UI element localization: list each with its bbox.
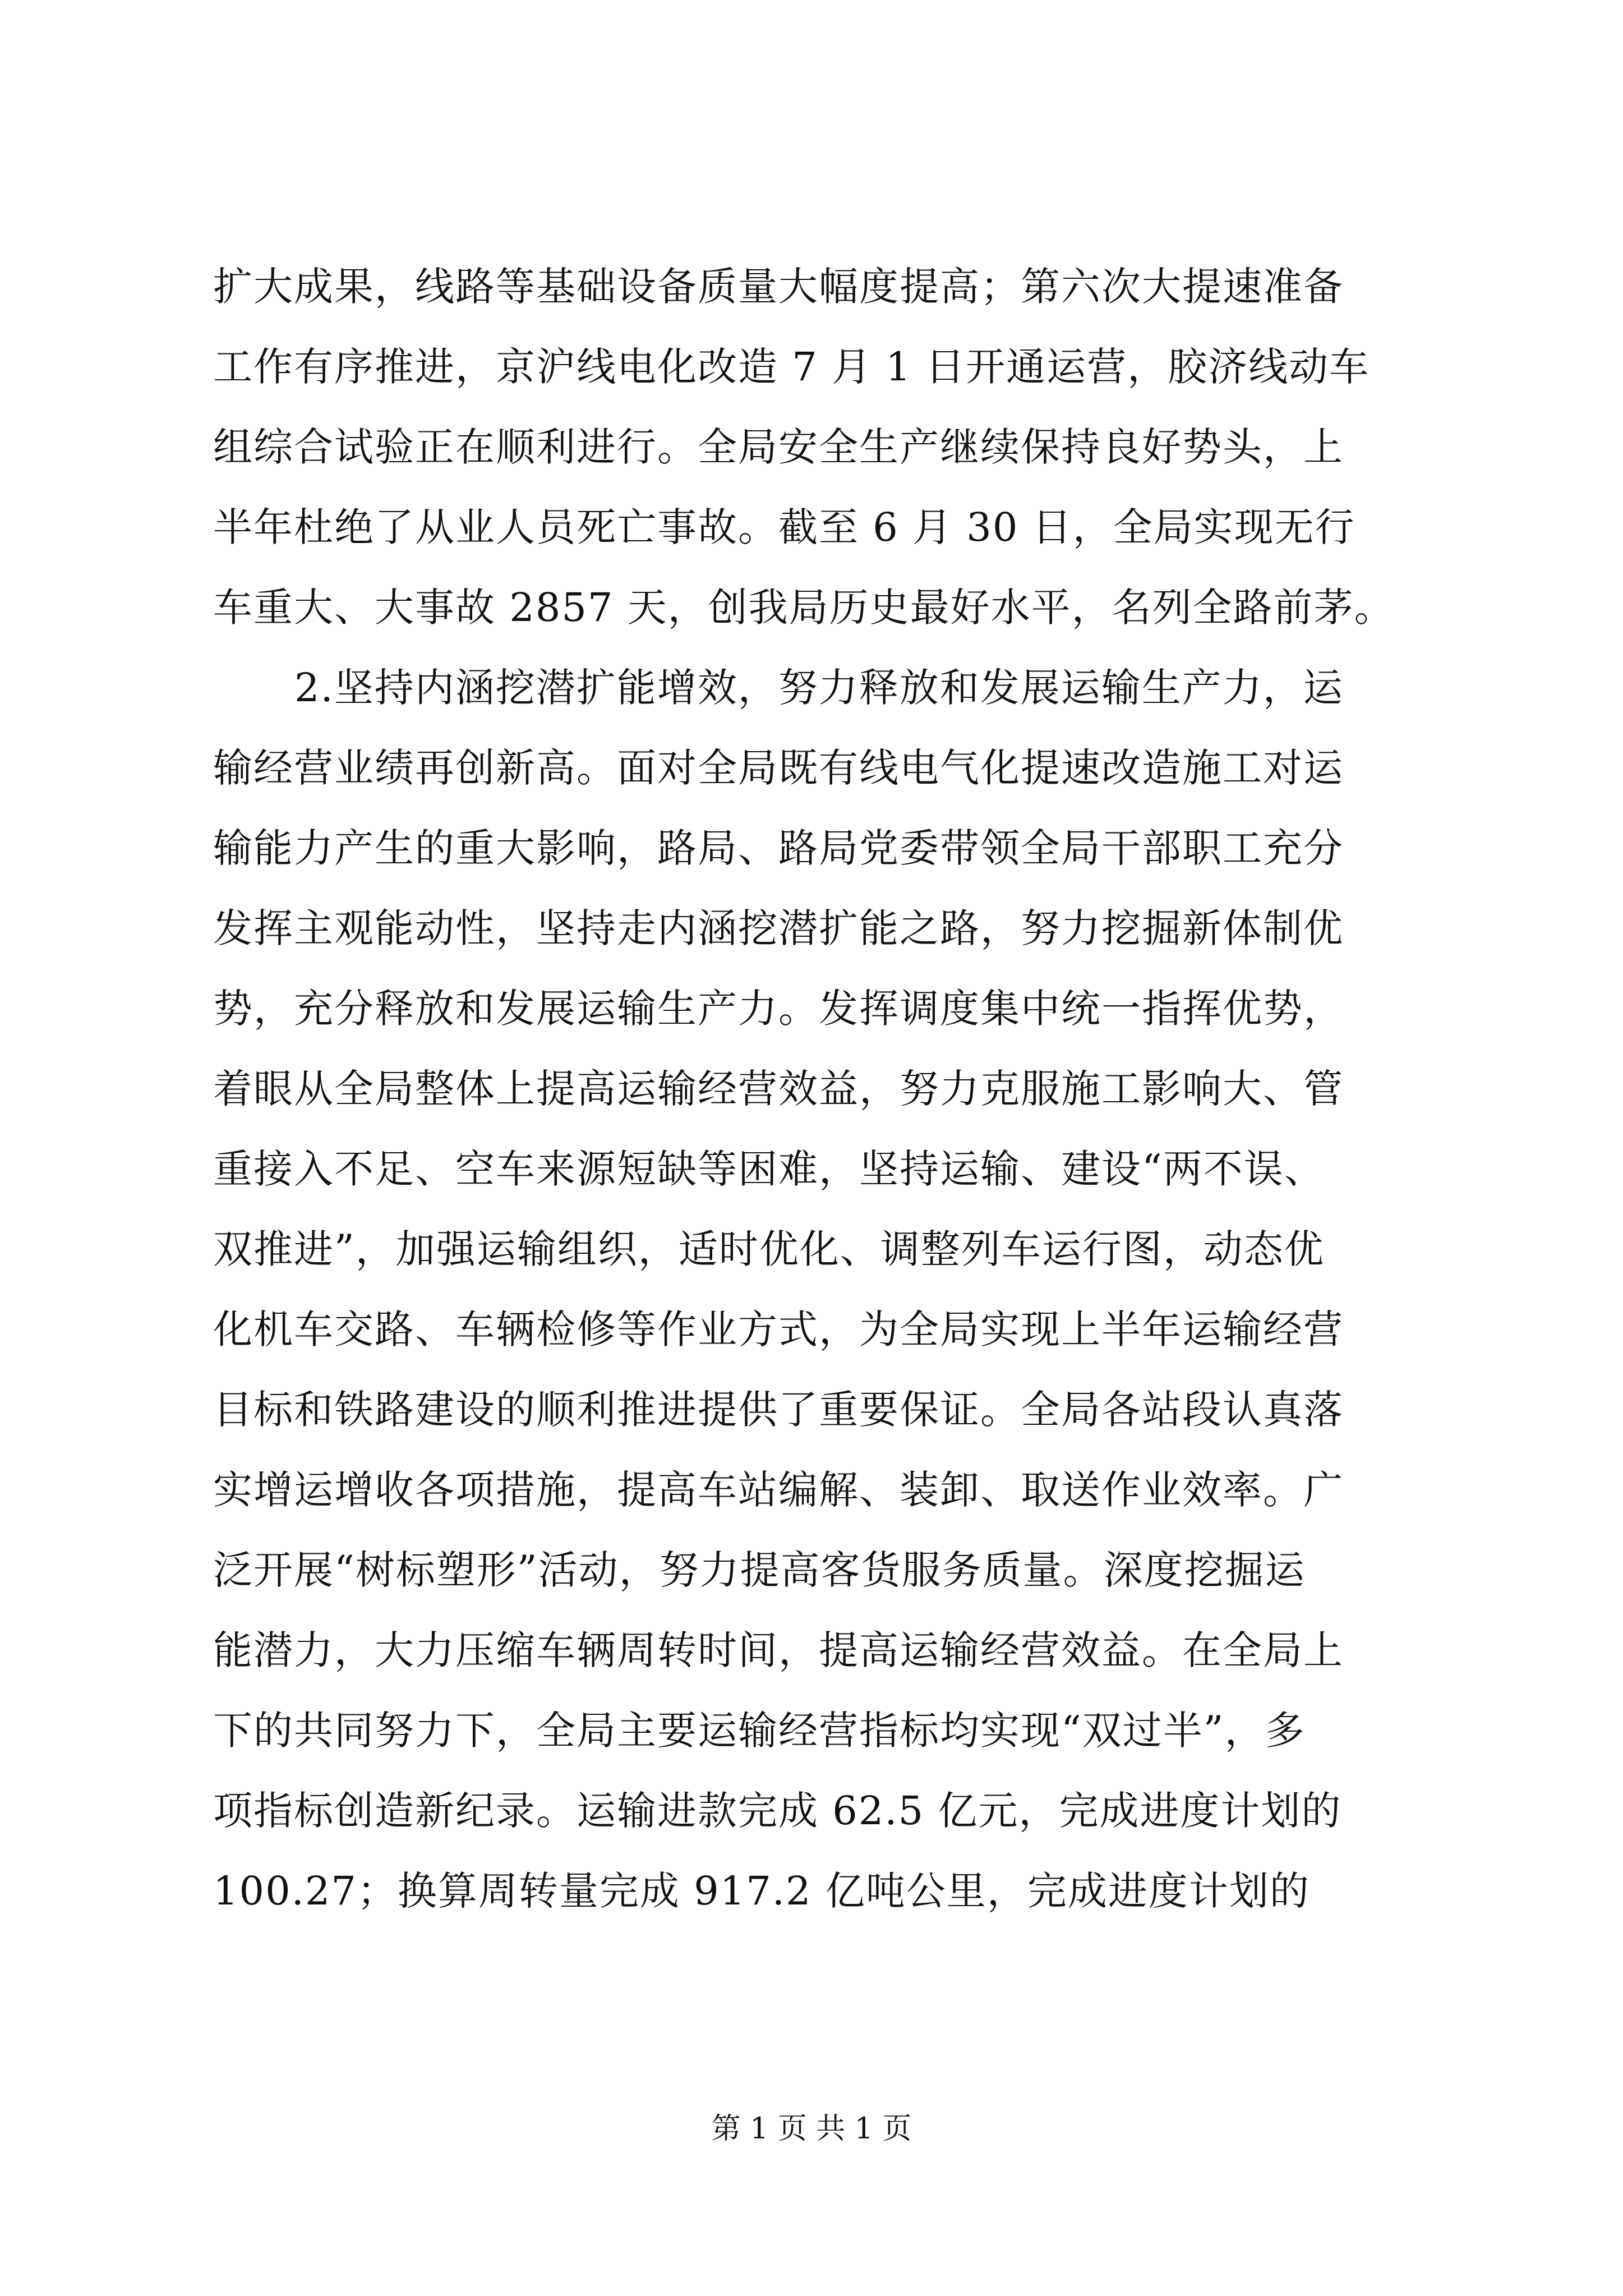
text-line: 输经营业绩再创新高。面对全局既有线电气化提速改造施工对运	[213, 745, 1344, 791]
body-text	[213, 247, 1430, 1931]
text-line: 组综合试验正在顺利进行。全局安全生产继续保持良好势头，上	[213, 424, 1344, 470]
text-line: 100.27；换算周转量完成 917.2 亿吨公里，完成进度计划的	[213, 1868, 1310, 1914]
text-line: 扩大成果，线路等基础设备质量大幅度提高；第六次大提速准备	[213, 264, 1344, 310]
text-line: 工作有序推进，京沪线电化改造 7 月 1 日开通运营，胶济线动车	[213, 344, 1370, 390]
text-line: 实增运增收各项措施，提高车站编解、装卸、取送作业效率。广	[213, 1467, 1344, 1513]
text-line: 车重大、大事故 2857 天，创我局历史最好水平，名列全路前茅。	[213, 585, 1395, 631]
text-line: 输能力产生的重大影响，路局、路局党委带领全局干部职工充分	[213, 825, 1344, 871]
text-line: 目标和铁路建设的顺利推进提供了重要保证。全局各站段认真落	[213, 1387, 1344, 1433]
text-line: 下的共同努力下，全局主要运输经营指标均实现“双过半”，多	[213, 1708, 1306, 1754]
text-line: 发挥主观能动性，坚持走内涵挖潜扩能之路，努力挖掘新体制优	[213, 905, 1344, 951]
text-line: 项指标创造新纪录。运输进款完成 62.5 亿元，完成进度计划的	[213, 1788, 1342, 1834]
paragraph-start-line: 2.坚持内涵挖潜扩能增效，努力释放和发展运输生产力，运	[294, 665, 1344, 711]
text-line: 着眼从全局整体上提高运输经营效益，努力克服施工影响大、管	[213, 1066, 1344, 1112]
text-line: 势，充分释放和发展运输生产力。发挥调度集中统一指挥优势，	[213, 986, 1344, 1032]
text-line: 双推进”，加强运输组织，适时优化、调整列车运行图，动态优	[213, 1226, 1325, 1272]
text-line: 重接入不足、空车来源短缺等困难，坚持运输、建设“两不误、	[213, 1146, 1325, 1192]
text-line: 化机车交路、车辆检修等作业方式，为全局实现上半年运输经营	[213, 1306, 1344, 1352]
page-footer: 第 1 页 共 1 页	[711, 2112, 912, 2146]
text-line: 半年杜绝了从业人员死亡事故。截至 6 月 30 日，全局实现无行	[213, 504, 1355, 550]
text-line: 能潜力，大力压缩车辆周转时间，提高运输经营效益。在全局上	[213, 1627, 1344, 1673]
text-line: 泛开展“树标塑形”活动，努力提高客货服务质量。深度挖掘运	[213, 1547, 1306, 1593]
